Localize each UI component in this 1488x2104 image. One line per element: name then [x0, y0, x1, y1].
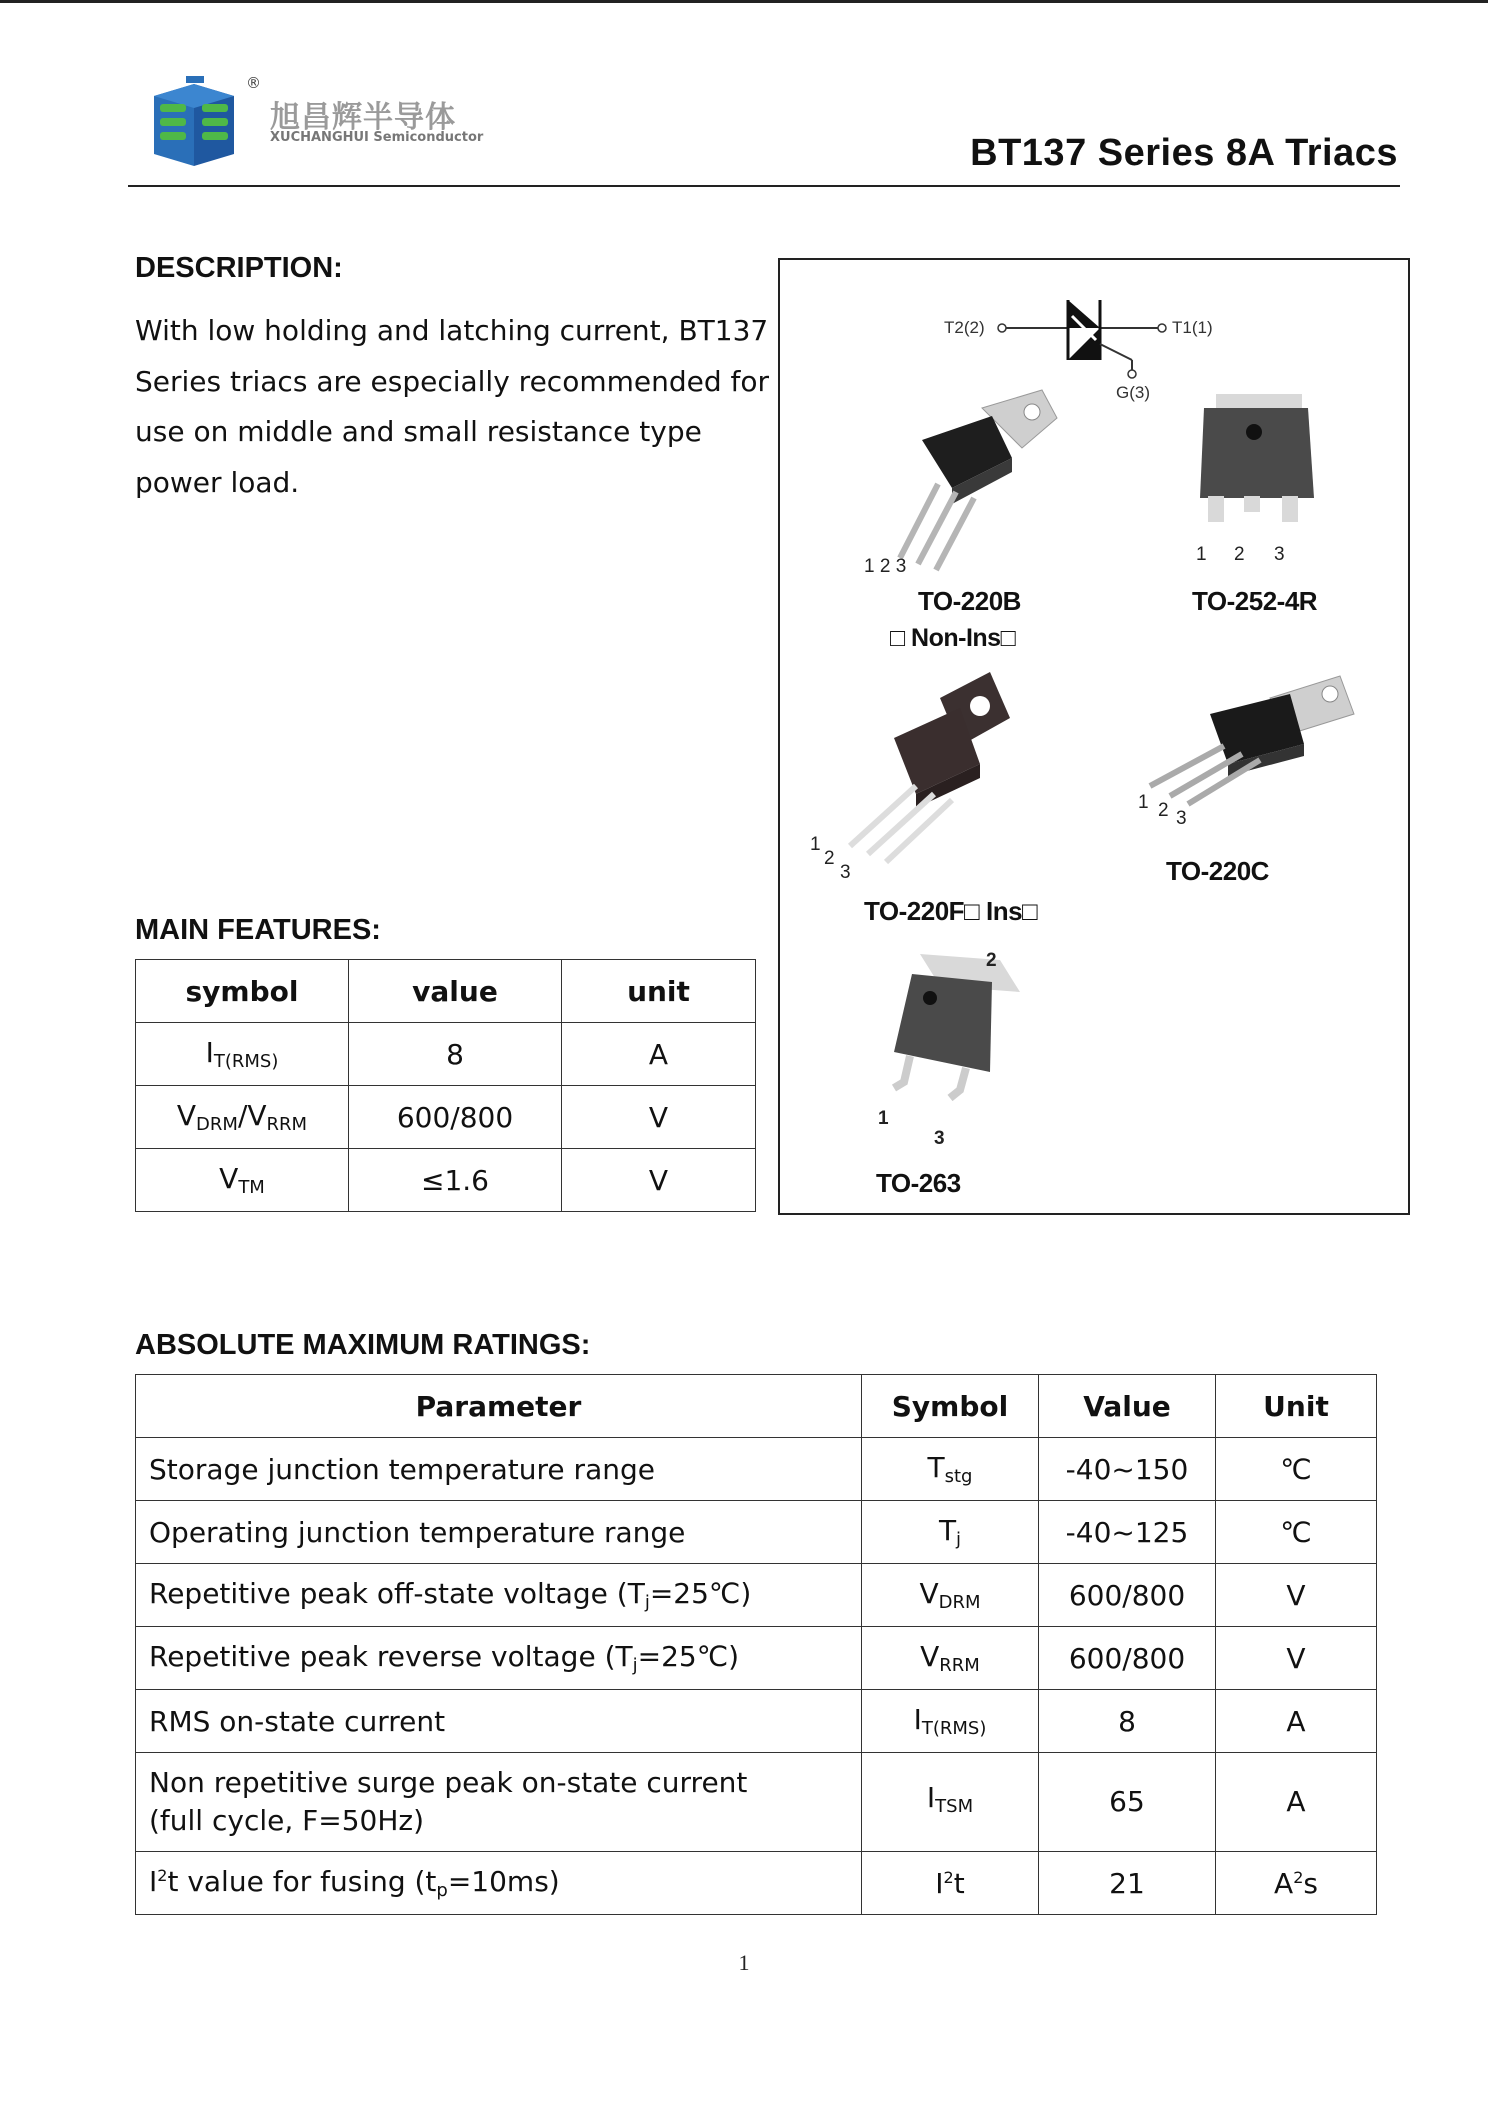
table-row — [136, 1627, 1377, 1690]
unit-cell: $A^2s$ — [1216, 1852, 1377, 1915]
main-features-table — [135, 959, 756, 1212]
package-outline-panel — [778, 258, 1410, 1215]
to263-package-icon — [880, 952, 1040, 1112]
to252-package-icon — [1190, 394, 1340, 554]
page-number: 1 — [738, 1950, 750, 1975]
to220f-pin-1: 1 — [810, 834, 821, 855]
to220f-package-icon — [810, 668, 1050, 868]
col-unit: Unit — [1216, 1375, 1377, 1438]
registered-mark: ® — [246, 74, 261, 92]
to220c-pin-1: 1 — [1138, 792, 1149, 813]
col-value: value — [349, 960, 562, 1023]
value-cell: 8 — [1039, 1690, 1216, 1753]
col-symbol: symbol — [136, 960, 349, 1023]
symbol-g-label: G(3) — [1116, 383, 1150, 402]
value-cell: 600/800 — [1039, 1627, 1216, 1690]
parameter-cell: RMS on-state current — [136, 1690, 862, 1753]
ratings-header-row — [136, 1375, 1377, 1438]
to220b-sublabel: □ Non-Ins□ — [890, 624, 1016, 652]
to220b-package-icon — [872, 388, 1072, 568]
symbol-cell: $I_{TSM}$ — [862, 1753, 1039, 1852]
unit-cell: V — [562, 1149, 756, 1212]
features-heading: MAIN FEATURES: — [135, 914, 381, 946]
table-row — [136, 1564, 1377, 1627]
triac-symbol-icon — [780, 260, 1412, 402]
table-row — [136, 1149, 756, 1212]
value-cell: 600/800 — [349, 1086, 562, 1149]
value-cell: 600/800 — [1039, 1564, 1216, 1627]
to220c-pin-2: 2 — [1158, 800, 1169, 821]
unit-cell: V — [1216, 1627, 1377, 1690]
symbol-cell: $I_{T(RMS)}$ — [136, 1023, 349, 1086]
logo-cube-icon — [146, 74, 246, 174]
top-border — [0, 0, 1488, 3]
symbol-cell: $I_{T(RMS)}$ — [862, 1690, 1039, 1753]
unit-cell: A — [1216, 1690, 1377, 1753]
value-cell: -40~125 — [1039, 1501, 1216, 1564]
col-symbol: Symbol — [862, 1375, 1039, 1438]
parameter-cell: Operating junction temperature range — [136, 1501, 862, 1564]
to263-pin-1: 1 — [878, 1108, 889, 1129]
parameter-cell: Repetitive peak off-state voltage $(T_j=25℃)$ — [136, 1564, 862, 1627]
to220b-pin-numbers: 1 2 3 — [864, 556, 907, 577]
table-row — [136, 1438, 1377, 1501]
symbol-cell: $I^2t$ — [862, 1852, 1039, 1915]
parameter-cell: Repetitive peak reverse voltage $(T_j=25℃)$ — [136, 1627, 862, 1690]
unit-cell: A — [562, 1023, 756, 1086]
table-row — [136, 1501, 1377, 1564]
col-parameter: Parameter — [136, 1375, 862, 1438]
brand-name-cn: 旭昌辉半导体 — [270, 100, 456, 135]
table-row — [136, 1086, 756, 1149]
to220c-package-icon — [1140, 674, 1370, 824]
parameter-cell: $I^2t$ value for fusing $(t_p=10ms)$ — [136, 1852, 862, 1915]
to220c-pin-3: 3 — [1176, 808, 1187, 829]
value-cell: ≤1.6 — [349, 1149, 562, 1212]
table-row — [136, 1852, 1377, 1915]
to220f-pin-2: 2 — [824, 848, 835, 869]
to263-pin-3: 3 — [934, 1128, 945, 1149]
to220f-pin-3: 3 — [840, 862, 851, 883]
symbol-cell: $T_j$ — [862, 1501, 1039, 1564]
to220f-label: TO-220F□ Ins□ — [864, 896, 1038, 926]
value-cell: 8 — [349, 1023, 562, 1086]
symbol-cell: $T_{stg}$ — [862, 1438, 1039, 1501]
value-cell: -40~150 — [1039, 1438, 1216, 1501]
to252-label: TO-252-4R — [1192, 586, 1318, 616]
table-row — [136, 1023, 756, 1086]
unit-cell: ℃ — [1216, 1501, 1377, 1564]
to263-label: TO-263 — [876, 1168, 961, 1198]
features-header-row — [136, 960, 756, 1023]
ratings-heading: ABSOLUTE MAXIMUM RATINGS: — [135, 1329, 591, 1361]
symbol-t1-label: T1(1) — [1172, 318, 1213, 337]
unit-cell: A — [1216, 1753, 1377, 1852]
header-divider — [128, 185, 1400, 187]
parameter-cell: Non repetitive surge peak on-state current (full cycle, F=50Hz) — [136, 1753, 862, 1852]
symbol-cell: $V_{TM}$ — [136, 1149, 349, 1212]
unit-cell: ℃ — [1216, 1438, 1377, 1501]
table-row — [136, 1690, 1377, 1753]
parameter-cell: Storage junction temperature range — [136, 1438, 862, 1501]
document-title: BT137 Series 8A Triacs — [970, 132, 1398, 174]
table-row — [136, 1753, 1377, 1852]
description-heading: DESCRIPTION: — [135, 252, 343, 284]
to263-pin-2: 2 — [986, 950, 997, 971]
absolute-ratings-table — [135, 1374, 1377, 1915]
col-unit: unit — [562, 960, 756, 1023]
to252-pin-1: 1 — [1196, 544, 1207, 565]
brand-name-en: XUCHANGHUI Semiconductor — [270, 130, 484, 145]
col-value: Value — [1039, 1375, 1216, 1438]
symbol-cell: $V_{DRM}/V_{RRM}$ — [136, 1086, 349, 1149]
company-logo — [146, 74, 506, 174]
description-text: With low holding and latching current, BT137 Series triacs are especially recommended for use on middle and small resistance type power load. — [135, 314, 770, 499]
unit-cell: V — [562, 1086, 756, 1149]
symbol-t2-label: T2(2) — [944, 318, 985, 337]
value-cell: 65 — [1039, 1753, 1216, 1852]
to252-pin-2: 2 — [1234, 544, 1245, 565]
to252-pin-3: 3 — [1274, 544, 1285, 565]
unit-cell: V — [1216, 1564, 1377, 1627]
to220c-label: TO-220C — [1166, 856, 1269, 886]
value-cell: 21 — [1039, 1852, 1216, 1915]
symbol-cell: $V_{RRM}$ — [862, 1627, 1039, 1690]
to220b-label: TO-220B — [918, 586, 1021, 616]
symbol-cell: $V_{DRM}$ — [862, 1564, 1039, 1627]
